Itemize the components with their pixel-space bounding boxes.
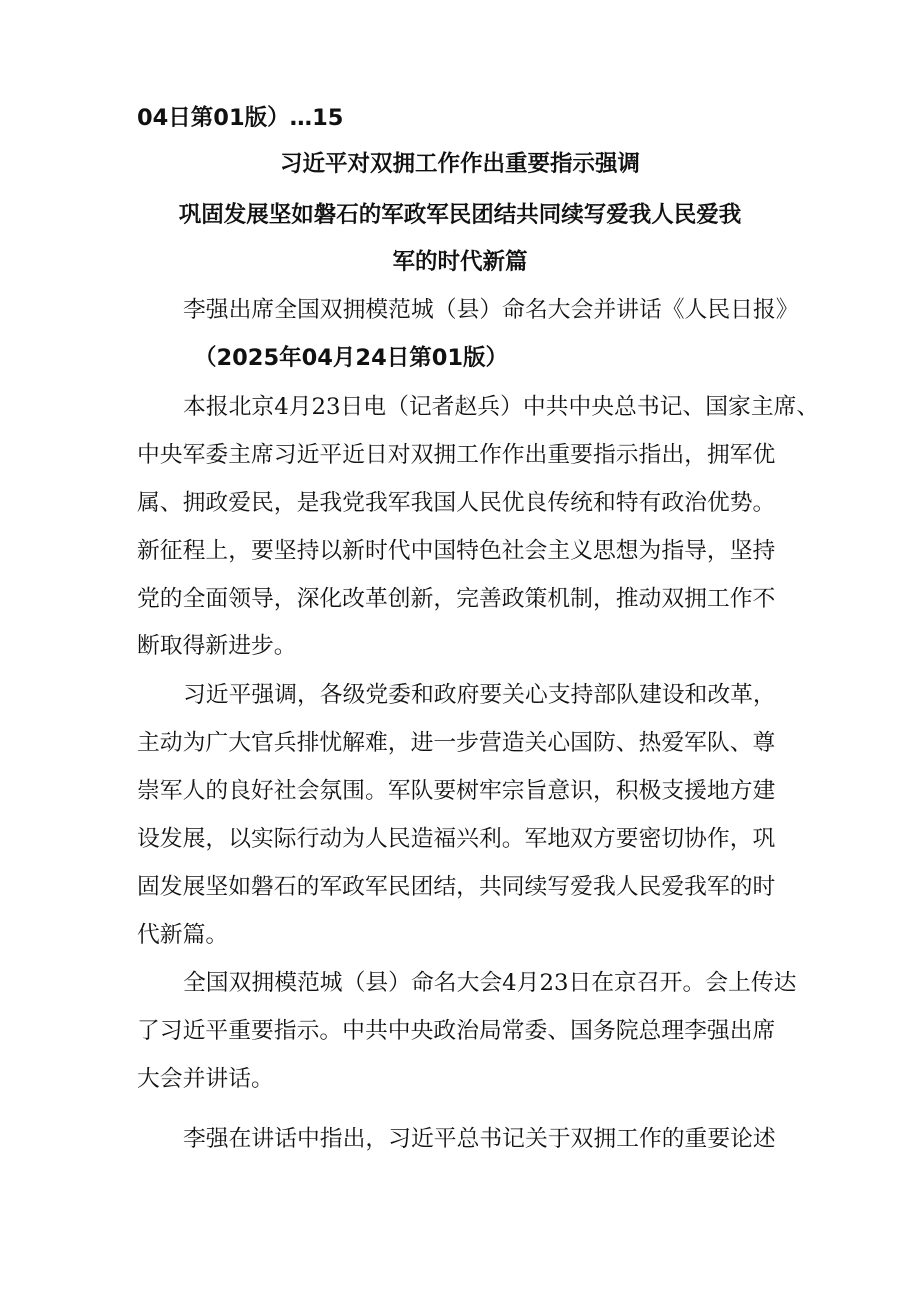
paragraph-3-line-2: 了习近平重要指示。中共中央政治局常委、国务院总理李强出席: [137, 1018, 776, 1044]
paragraph-1-line-4: 新征程上，要坚持以新时代中国特色社会主义思想为指导，坚持: [137, 538, 776, 564]
paragraph-2-line-5: 固发展坚如磐石的军政军民团结，共同续写爱我人民爱我军的时: [137, 874, 776, 900]
paragraph-1-line-1: 本报北京4月23日电（记者赵兵）中共中央总书记、国家主席、: [183, 394, 820, 420]
title-line-2: 巩固发展坚如磐石的军政军民团结共同续写爱我人民爱我: [178, 202, 742, 228]
paragraph-2-line-1: 习近平强调，各级党委和政府要关心支持部队建设和改革，: [183, 682, 776, 708]
paragraph-3-line-1: 全国双拥模范城（县）命名大会4月23日在京召开。会上传达: [183, 970, 797, 996]
paragraph-4-line-1: 李强在讲话中指出，习近平总书记关于双拥工作的重要论述: [183, 1126, 776, 1152]
toc-tail-line: 04日第01版）…15: [137, 105, 344, 131]
paragraph-2-line-2: 主动为广大官兵排忧解难，进一步营造关心国防、热爱军队、尊: [137, 730, 776, 756]
paragraph-2-line-6: 代新篇。: [137, 922, 229, 948]
title-line-3: 军的时代新篇: [392, 249, 528, 275]
paragraph-1-line-6: 断取得新进步。: [137, 633, 297, 659]
title-line-1: 习近平对双拥工作作出重要指示强调: [279, 151, 640, 177]
paragraph-1-line-5: 党的全面领导，深化改革创新，完善政策机制，推动双拥工作不: [137, 586, 776, 612]
paragraph-1-line-2: 中央军委主席习近平近日对双拥工作作出重要指示指出，拥军优: [137, 442, 776, 468]
paragraph-2-line-3: 崇军人的良好社会氛围。军队要树牢宗旨意识，积极支援地方建: [137, 778, 776, 804]
source-date-line: （2025年04月24日第01版）: [194, 345, 509, 371]
subtitle-line: 李强出席全国双拥模范城（县）命名大会并讲话《人民日报》: [183, 297, 799, 323]
paragraph-1-line-3: 属、拥政爱民，是我党我军我国人民优良传统和特有政治优势。: [137, 490, 776, 516]
paragraph-3-line-3: 大会并讲话。: [137, 1066, 274, 1092]
paragraph-2-line-4: 设发展，以实际行动为人民造福兴利。军地双方要密切协作，巩: [137, 826, 776, 852]
